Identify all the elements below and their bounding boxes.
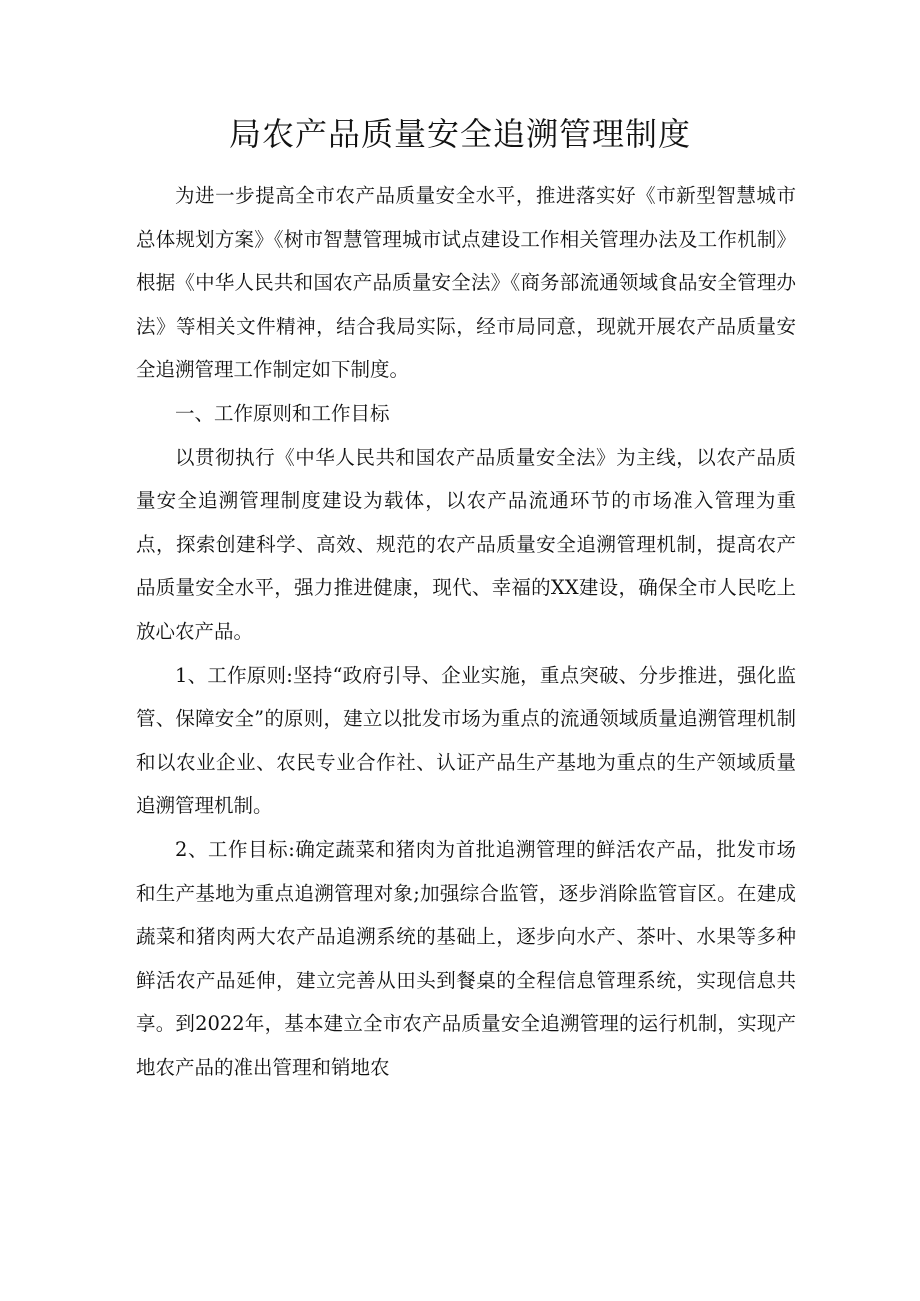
paragraph-work-principles: 1、工作原则:坚持“政府引导、企业实施，重点突破、分步推进，强化监管、保障安全”的原则，建立以批发市场为重点的流通领域质量追溯管理机制和以农业企业、农民专业合作社、认证产品生产基地为重点的生产领域质量追溯管理机制。 [136,663,796,818]
paragraph-work-goals: 2、工作目标:确定蔬菜和猪肉为首批追溯管理的鲜活农产品，批发市场和生产基地为重点追溯管理对象;加强综合监管，逐步消除监管盲区。在建成蔬菜和猪肉两大农产品追溯系统的基础上，逐步向水产、茶叶、水果等多种鲜活农产品延伸，建立完善从田头到餐桌的全程信息管理系统，实现信息共享。到2022年，基本建立全市农产品质量安全追溯管理的运行机制，实现产地农产品的准出管理和销地农 [136,837,796,1079]
section-heading-principles-goals: 一、工作原则和工作目标 [175,401,390,425]
paragraph-main-line: 以贯彻执行《中华人民共和国农产品质量安全法》为主线，以农产品质量安全追溯管理制度建设为载体，以农产品流通环节的市场准入管理为重点，探索创建科学、高效、规范的农产品质量安全追溯管理机制，提高农产品质量安全水平，强力推进健康，现代、幸福的XX建设，确保全市人民吃上放心农产品。 [136,445,796,643]
document-title: 局农产品质量安全追溯管理制度 [228,115,691,153]
document-body [136,174,796,1089]
paragraph-intro: 为进一步提高全市农产品质量安全水平，推进落实好《市新型智慧城市总体规划方案》《树市智慧管理城市试点建设工作相关管理办法及工作机制》根据《中华人民共和国农产品质量安全法》《商务部流通领域食品安全管理办法》等相关文件精神，结合我局实际，经市局同意，现就开展农产品质量安全追溯管理工作制定如下制度。 [136,184,796,382]
